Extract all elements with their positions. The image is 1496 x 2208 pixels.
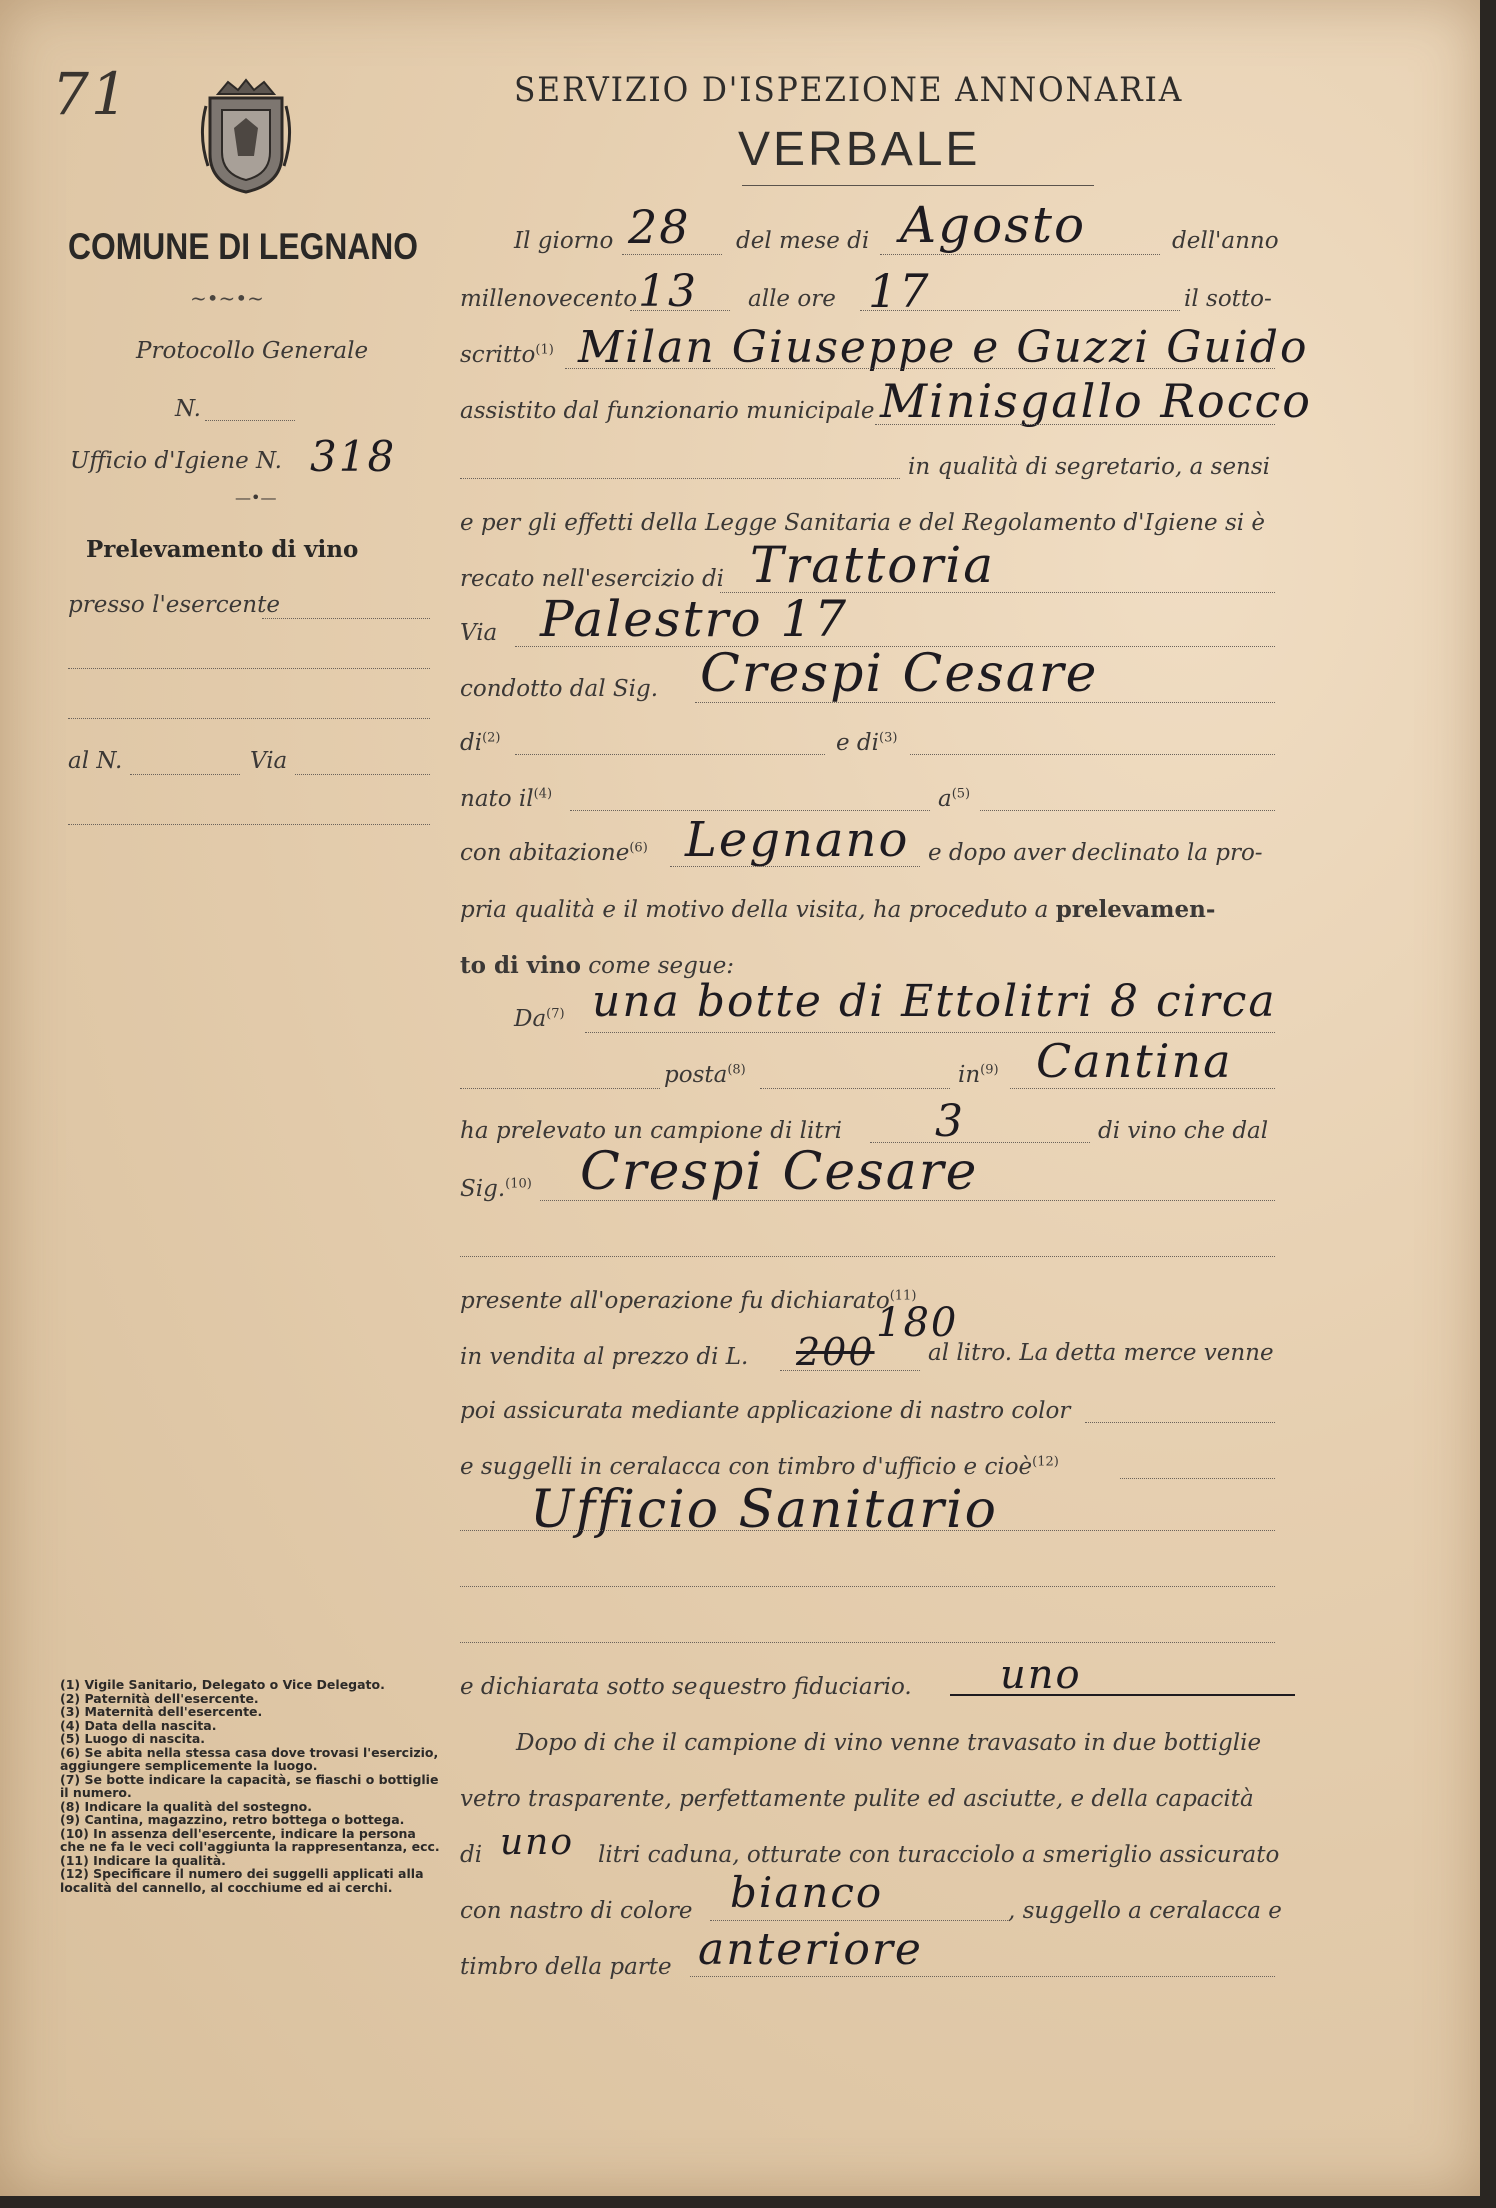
day-value: 28 xyxy=(628,200,691,254)
funzionario-label: assistito dal funzionario municipale xyxy=(460,398,875,424)
anno-label: dell'anno xyxy=(1172,228,1279,254)
colore-label: con nastro di colore xyxy=(460,1898,693,1924)
title-rule xyxy=(742,185,1094,186)
footnote: (9) Cantina, magazzino, retro bottega o bottega. xyxy=(60,1812,405,1827)
in-label: $in^{(9)}$ xyxy=(958,1062,999,1088)
suggelli-label: e suggelli in ceralacca con timbro d'ufficio e cioè$^{(12)}$ xyxy=(460,1454,1059,1480)
location-field xyxy=(1010,1088,1275,1089)
footnote: (2) Paternità dell'esercente. xyxy=(60,1690,259,1706)
via-label: Via xyxy=(460,620,498,646)
stamp-value: Ufficio Sanitario xyxy=(530,1480,998,1540)
source-value: una botte di Ettolitri 8 circa xyxy=(592,976,1277,1027)
presso-label: presso l'esercente xyxy=(68,592,280,618)
da-label: Da$^{(7)}$ xyxy=(514,1006,565,1032)
coat-of-arms-icon xyxy=(198,76,294,196)
presso-field-2 xyxy=(68,668,430,669)
official-value: Minisgallo Rocco xyxy=(880,374,1312,428)
footnote: (4) Data della nascita. xyxy=(60,1717,217,1733)
signatory-value: Milan Giuseppe e Guzzi Guido xyxy=(578,322,1309,373)
litro-label: al litro. La detta merce venne xyxy=(928,1340,1274,1366)
campione-label: ha prelevato un campione di litri xyxy=(460,1118,842,1144)
sequestro-label: e dichiarata sotto sequestro fiduciario. xyxy=(460,1674,912,1700)
n-field xyxy=(205,420,295,421)
day-field xyxy=(622,254,722,255)
ore-label: alle ore xyxy=(748,286,836,312)
stamp-field xyxy=(460,1530,1275,1531)
footnote: (11) Indicare la qualità. xyxy=(60,1852,226,1868)
vino-dal-label: di vino che dal xyxy=(1098,1118,1269,1144)
document-title: VERBALE xyxy=(738,123,981,176)
from-person-field xyxy=(540,1200,1275,1201)
from-person-value: Crespi Cesare xyxy=(580,1142,979,1202)
residence-field xyxy=(670,866,920,867)
year-value: 13 xyxy=(638,266,698,317)
blank-field-3 xyxy=(460,1642,1275,1643)
condotto-label: condotto dal Sig. xyxy=(460,676,659,702)
sig-label: Sig.$^{(10)}$ xyxy=(460,1176,532,1202)
owner-value: Crespi Cesare xyxy=(700,644,1099,704)
dichiarato-label: presente all'operazione fu dichiarato$^{(11)}$ xyxy=(460,1288,917,1314)
month-value: Agosto xyxy=(900,196,1087,254)
establishment-value: Trattoria xyxy=(750,536,996,594)
di-label: $di^{(2)}$ xyxy=(460,730,501,756)
al-n-field xyxy=(130,774,240,775)
year-field xyxy=(630,310,730,311)
footnote: (8) Indicare la qualità del sostegno. xyxy=(60,1798,312,1814)
a-label: $a^{(5)}$ xyxy=(938,786,971,812)
giorno-label: Il giorno xyxy=(514,228,614,254)
via-label-left: Via xyxy=(250,748,288,774)
price-field xyxy=(780,1370,920,1371)
sotto-label: il sotto- xyxy=(1184,286,1272,312)
ceralacca-label: , suggello a ceralacca e xyxy=(1008,1898,1282,1924)
month-field xyxy=(880,254,1160,255)
protocollo-label: Protocollo Generale xyxy=(136,338,369,364)
official-field xyxy=(875,424,1275,425)
signatory-field xyxy=(565,368,1275,369)
nastro-label: poi assicurata mediante applicazione di nastro color xyxy=(460,1398,1071,1424)
ornament-divider: ~•~•~ xyxy=(190,286,264,310)
small-divider: —•— xyxy=(235,488,277,507)
presso-field-3 xyxy=(68,718,430,719)
di-capacity-label: di xyxy=(460,1842,483,1868)
suggelli-field xyxy=(1120,1478,1275,1479)
parte-label: timbro della parte xyxy=(460,1954,672,1980)
source-field xyxy=(585,1032,1275,1033)
litri-caduna-label: litri caduna, otturate con turacciolo a smeriglio assicurato xyxy=(598,1842,1280,1868)
birthdate-field xyxy=(570,810,930,811)
owner-field xyxy=(695,702,1275,703)
sequestro-stroke xyxy=(950,1694,1295,1696)
blank-field-1 xyxy=(460,1256,1275,1257)
blank-field-2 xyxy=(460,1586,1275,1587)
n-label: N. xyxy=(175,396,201,422)
footnotes xyxy=(60,1678,440,1894)
esercizio-label: recato nell'esercizio di xyxy=(460,566,725,592)
vetro-label: vetro trasparente, perfettamente pulite ed asciutte, e della capacità xyxy=(460,1786,1254,1812)
marginal-number: 71 xyxy=(52,60,130,128)
declinato-label: e dopo aver declinato la pro- xyxy=(928,840,1263,866)
legge-label: e per gli effetti della Legge Sanitaria e del Regolamento d'Igiene si è xyxy=(460,510,1266,536)
nastro-field xyxy=(1085,1422,1275,1423)
ribbon-value: bianco xyxy=(730,1868,884,1917)
side-value: anteriore xyxy=(698,1924,923,1975)
abitazione-label: con abitazione$^{(6)}$ xyxy=(460,840,648,866)
service-title: SERVIZIO D'ISPEZIONE ANNONARIA xyxy=(514,70,1184,110)
ribbon-field xyxy=(710,1920,1010,1921)
ufficio-label: Ufficio d'Igiene N. xyxy=(70,448,282,474)
capacity-value: uno xyxy=(500,1822,575,1863)
location-value: Cantina xyxy=(1036,1034,1233,1088)
ufficio-number: 318 xyxy=(310,432,397,481)
street-value: Palestro 17 xyxy=(540,590,849,648)
al-n-label: al N. xyxy=(68,748,123,774)
presso-field xyxy=(262,618,430,619)
footnote: (6) Se abita nella stessa casa dove trovasi l'esercizio, aggiungere semplicemente la luogo. xyxy=(60,1744,439,1773)
footnote: (7) Se botte indicare la capacità, se fiaschi o bottiglie il numero. xyxy=(60,1771,439,1800)
segue-label: to di vino come segue: xyxy=(460,952,735,979)
sequestro-dash: uno xyxy=(1000,1652,1082,1698)
mese-label: del mese di xyxy=(736,228,870,254)
scritto-label: scritto$^{(1)}$ xyxy=(460,342,554,368)
qualita-label: pria qualità e il motivo della visita, ha proceduto a prelevamen- xyxy=(460,896,1216,923)
prezzo-label: in vendita al prezzo di L. xyxy=(460,1344,749,1370)
maternity-field xyxy=(910,754,1275,755)
side-field xyxy=(690,1976,1275,1977)
footnote: (3) Maternità dell'esercente. xyxy=(60,1704,263,1719)
segretario-label: in qualità di segretario, a sensi xyxy=(908,454,1271,480)
paternity-field xyxy=(515,754,825,755)
e-di-label: e $di^{(3)}$ xyxy=(836,730,898,756)
travasato-label: Dopo di che il campione di vino venne travasato in due bottiglie xyxy=(516,1730,1262,1756)
subject-label: Prelevamento di vino xyxy=(86,536,359,563)
hour-value: 17 xyxy=(868,264,931,318)
municipality-name: COMUNE DI LEGNANO xyxy=(68,226,419,267)
footnote: (12) Specificare il numero dei suggelli applicati alla località del cannello, al cocchiume ed ai cerchi. xyxy=(60,1866,424,1895)
price-value: 180 xyxy=(876,1300,959,1346)
nato-label: nato $il^{(4)}$ xyxy=(460,786,553,812)
via-field-left-2 xyxy=(68,824,430,825)
hour-field xyxy=(860,310,1180,311)
posta-field xyxy=(760,1088,950,1089)
footnote: (5) Luogo di nascita. xyxy=(60,1731,206,1746)
segretario-field xyxy=(460,478,900,479)
residence-value: Legnano xyxy=(685,812,910,868)
posta-label: posta$^{(8)}$ xyxy=(664,1062,746,1088)
via-field-left xyxy=(295,774,430,775)
price-struck-value: 200 xyxy=(796,1330,875,1374)
millenovecento-label: millenovecento xyxy=(460,286,638,312)
footnote: (1) Vigile Sanitario, Delegato o Vice Delegato. xyxy=(60,1677,385,1692)
posta-pre-field xyxy=(460,1088,660,1089)
birthplace-field xyxy=(980,810,1275,811)
footnote: (10) In assenza dell'esercente, indicare la persona che ne fa le veci coll'aggiunta la rappresentanza, ecc. xyxy=(60,1825,440,1854)
litres-value: 3 xyxy=(935,1096,965,1147)
